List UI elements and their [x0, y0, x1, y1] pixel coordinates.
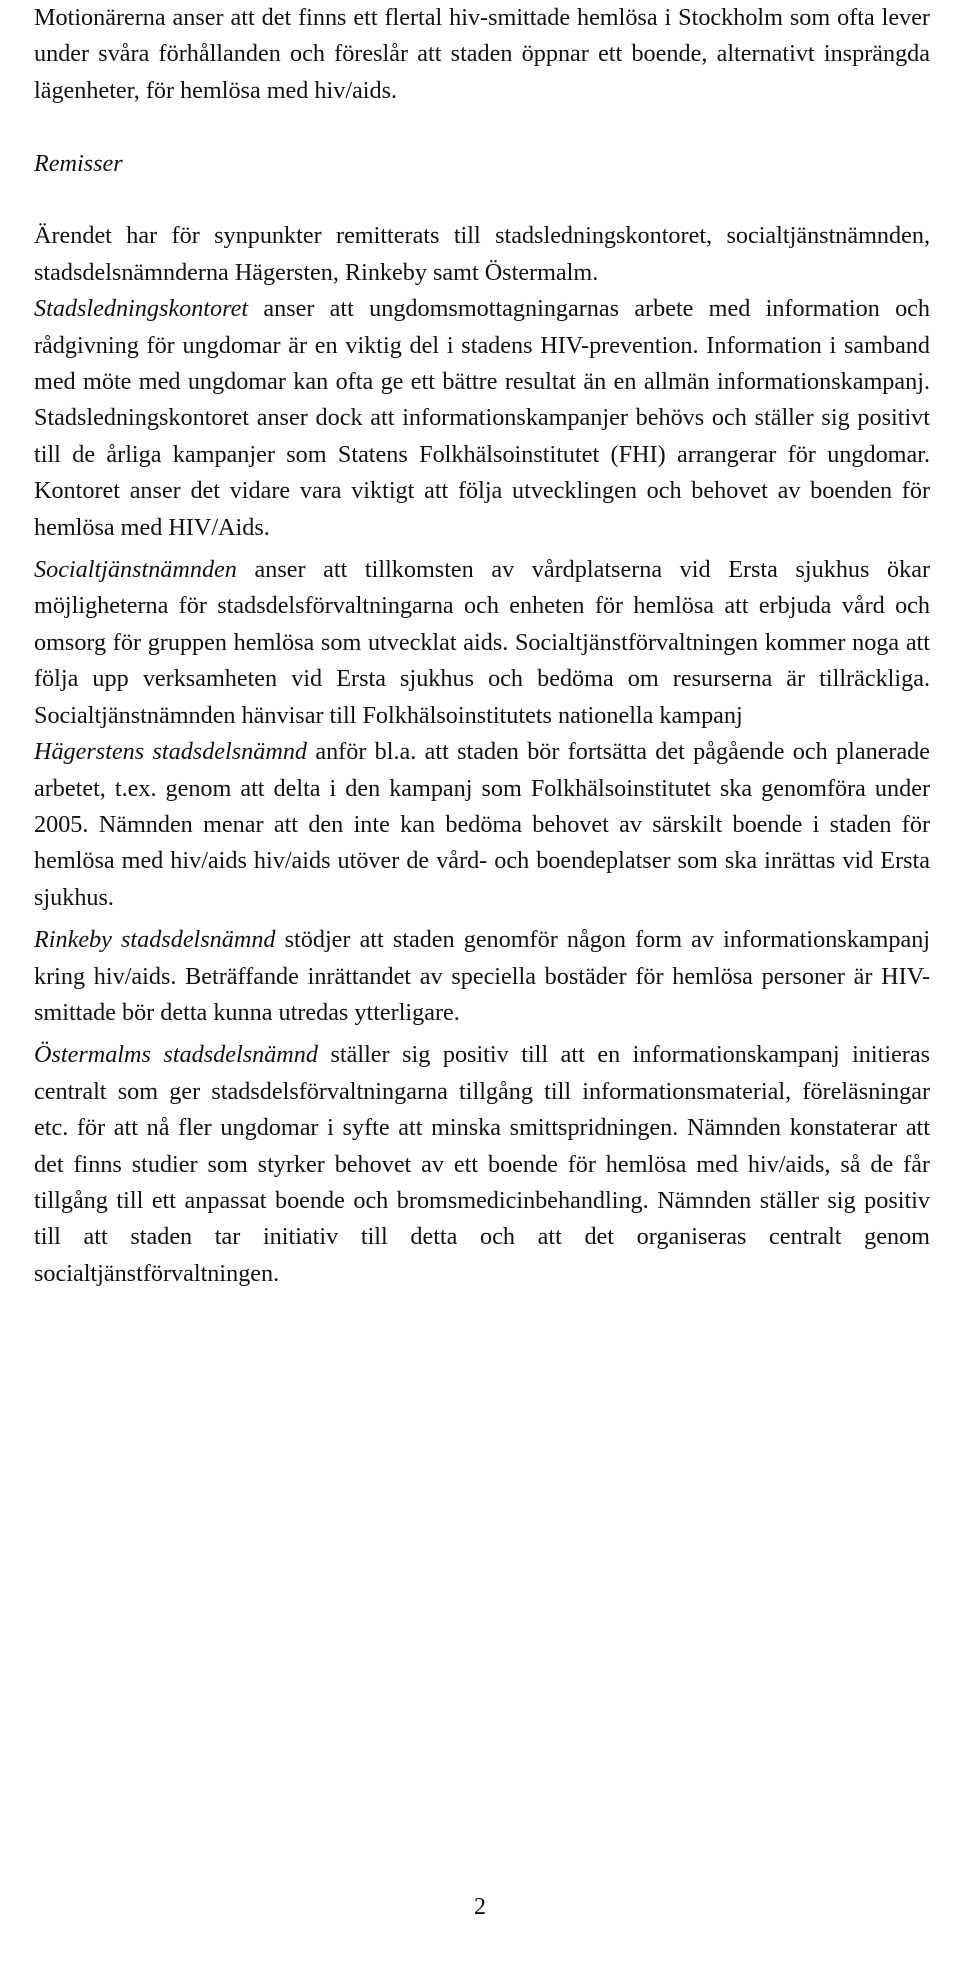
stadsledningskontoret-name: Stadsledningskontoret: [34, 295, 249, 323]
socialtjanstnamnden-text: anser att tillkomsten av vårdplatserna vid Ersta sjukhus ökar möjligheterna för stadsdelsförvaltningarna och enheten för hemlösa att erbjuda vård och omsorg för gruppen hemlösa som utvecklat aids. Socialtjänstförvaltningen kommer noga att följa upp verksamheten vid Ersta sjukhus och bedöma om resurserna är tillräckliga. Socialtjänstnämnden hänvisar till Folkhälsoinstitutets nationella kampanj: [34, 556, 930, 729]
ostermalm-text: ställer sig positiv till att en informationskampanj initieras centralt som ger stadsdelsförvaltningarna tillgång till informationsmaterial, föreläsningar etc. för att nå fler ungdomar i syfte att minska smittspridningen. Nämnden konstaterar att det finns studier som styrker behovet av ett boende för hemlösa med hiv/aids, så de får tillgång till ett anpassat boende och bromsmedicinbehandling. Nämnden ställer sig positiv till att staden tar initiativ till detta och att det organiseras centralt genom socialtjänstförvaltningen.: [34, 1041, 931, 1287]
page-number: 2: [474, 1894, 486, 1920]
rinkeby-paragraph: [34, 922, 930, 1031]
stadsledningskontoret-text: anser att ungdomsmottagningarnas arbete med information och rådgivning för ungdomar är en viktig del i stadens HIV-prevention. Information i samband med möte med ungdomar kan ofta ge ett bättre resultat än en allmän informationskampanj. Stadsledningskontoret anser dock att informationskampanjer behövs och ställer sig positivt till de årliga kampanjer som Statens Folkhälsoinstitutet (FHI) arrangerar för ungdomar. Kontoret anser det vidare vara viktigt att följa utvecklingen och behovet av boenden för hemlösa med HIV/Aids.: [34, 295, 930, 541]
socialtjanstnamnden-name: Socialtjänstnämnden: [34, 556, 237, 584]
document-page: [34, 0, 930, 1292]
remisser-paragraph: Ärendet har för synpunkter remitterats till stadsledningskontoret, socialtjänstnämnden, stadsdelsnämnderna Hägersten, Rinkeby samt Östermalm.: [34, 222, 930, 286]
hagersten-paragraph: [34, 734, 930, 916]
ostermalm-name: Östermalms stadsdelsnämnd: [34, 1041, 318, 1069]
ostermalm-paragraph: [34, 1037, 930, 1292]
hagersten-text: anför bl.a. att staden bör fortsätta det pågående och planerade arbetet, t.ex. genom att delta i den kampanj som Folkhälsoinstitutet ska genomföra under 2005. Nämnden menar att den inte kan bedöma behovet av särskilt boende i staden för hemlösa med hiv/aids hiv/aids utöver de vård- och boendeplatser som ska inrättas vid Ersta sjukhus.: [34, 738, 931, 911]
remisser-heading: Remisser: [34, 149, 123, 177]
socialtjanstnamnden-paragraph: [34, 552, 930, 734]
rinkeby-name: Rinkeby stadsdelsnämnd: [34, 926, 276, 954]
rinkeby-text: stödjer att staden genomför någon form av informationskampanj kring hiv/aids. Beträffande inrättandet av speciella bostäder för hemlösa personer är HIV-smittade bör detta kunna utredas ytterligare.: [34, 926, 931, 1026]
stadsledningskontoret-paragraph: [34, 291, 930, 546]
intro-paragraph: Motionärerna anser att det finns ett flertal hiv-smittade hemlösa i Stockholm som ofta lever under svåra förhållanden och föreslår att staden öppnar ett boende, alternativt insprängda lägenheter, för hemlösa med hiv/aids.: [34, 4, 930, 104]
hagersten-name: Hägerstens stadsdelsnämnd: [34, 738, 308, 766]
